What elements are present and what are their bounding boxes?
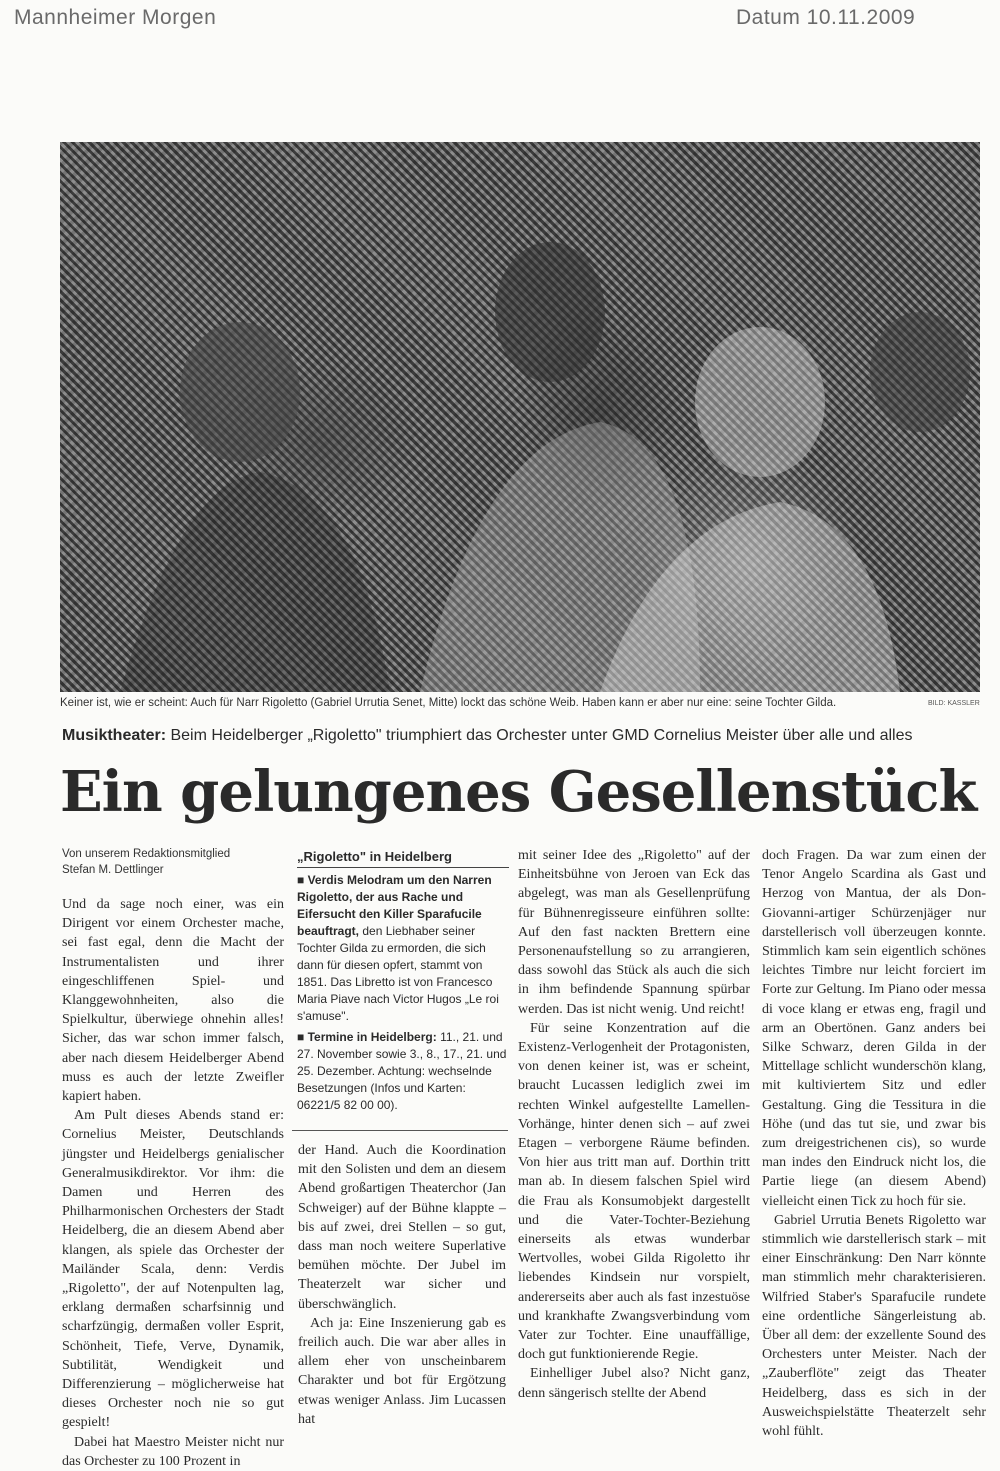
info-box-bold: Termine in Heidelberg: [307, 1030, 437, 1044]
paragraph: Dabei hat Maestro Meister nicht nur das Orchester zu 100 Prozent in [62, 1434, 284, 1469]
kicker-label: Musiktheater: [62, 727, 167, 744]
paragraph: Am Pult dieses Abends stand er: Cornelius Meister, Deutschlands jüngster und Heidelbergs genialischer Generalmusikdirektor. Vor ihm: die Damen und Herren des Philharmonischen Orchesters der Stadt Heidelberg, die an diesem Abend aber klangen, als spiele das Orchester der Mailänder Scala, denn: Verdis „Rigoletto", der auf Notenpulten lag, erklang dermaßen scharfsinnig und scharfzüngig, dermaßen voller Esprit, Schönheit, Tiefe, Verve, Dynamik, Subtilität, Wendigkeit und Differenzierung – möglicherweise hat dieses Orchester noch nie so gut gespielt! [62, 1108, 284, 1431]
paragraph: Gabriel Urrutia Benets Rigoletto war stimmlich wie darstellerisch stark – mit einer Einschränkung: Den Narr könnte man stimmlich mehr charakterisieren. Wilfried Staber's Sparafucile rundete eine ordentliche Sängerleistung ab. Über all dem: der exzellente Sound des Orchesters unter Meister. Nach der „Zauberflöte" zeigt das Theater Heidelberg, dass es sich in der Ausweichspielstätte Theaterzelt sehr wohl fühlt. [762, 1212, 986, 1440]
photo-caption: Keiner ist, wie er scheint: Auch für Narr Rigoletto (Gabriel Urrutia Senet, Mitte) lockt das schöne Weib. Haben kann er aber nur eine: seine Tochter Gilda. [60, 697, 837, 709]
byline-line1: Von unserem Redaktionsmitglied [62, 848, 231, 860]
paragraph: Einhelliger Jubel also? Nicht ganz, denn sängerisch stellte der Abend [518, 1366, 750, 1401]
article-column-4 [762, 846, 986, 1441]
article-column-2 [298, 1141, 506, 1429]
paragraph: der Hand. Auch die Koordination mit den Solisten und dem an diesem Abend großartigen Theaterchor (Jan Schweiger) auf der Bühne klappte – bis auf zwei, drei Stellen – so gut, dass man noch weitere Superlative bemühen möchte. Der Jubel im Theaterzelt war sicher und überschwänglich. [298, 1143, 506, 1312]
info-box-bold: Verdis Melodram um den Narren Rigoletto, der aus Rache und Eifersucht den Killer Sparafucile beauftragt, [297, 873, 492, 938]
info-box-text: den Liebhaber seiner Tochter Gilda zu ermorden, die sich dann für diesen opfert, stammt von 1851. Das Libretto ist von Francesco Maria Piave nach Victor Hugos „Le roi s'amuse". [297, 924, 499, 1023]
article-photo [60, 142, 980, 692]
article-column-3 [518, 846, 750, 1403]
newspaper-name: Mannheimer Morgen [14, 6, 217, 29]
article-date: Datum 10.11.2009 [736, 6, 916, 29]
paragraph: Ach ja: Eine Inszenierung gab es freilich auch. Die war aber alles in allem eher von unscheinbarem Charakter und bot für Ergötzung etwas weniger Anlass. Jim Lucassen hat [298, 1315, 506, 1427]
kicker [62, 727, 962, 745]
info-box [297, 848, 509, 1118]
info-box-paragraph: ■ Verdis Melodram um den Narren Rigoletto, der aus Rache und Eifersucht den Killer Sparafucile beauftragt, den Liebhaber seiner Tochter Gilda zu ermorden, die sich dann für diesen opfert, stammt von 1851. Das Libretto ist von Francesco Maria Piave nach Victor Hugos „Le roi s'amuse". [297, 873, 499, 1023]
byline [62, 846, 287, 878]
info-box-text: 11., 21. und 27. November sowie 3., 8., 17., 21. und 25. Dezember. Achtung: wechselnde Besetzungen (Infos und Karten: 06221/5 82 00 00). [297, 1030, 507, 1112]
paragraph: Und da sage noch einer, was ein Dirigent vor einem Orchester mache, sei fast egal, denn die Macht der Instrumentalisten und ihrer eingeschliffenen Spiel- und Klanggewohnheiten, also die Spielkultur, überwiege ohnehin alles! Sicher, das war schon immer falsch, aber nach diesem Heidelberger Abend muss es auch der letzte Zweifler kapiert haben. [62, 897, 284, 1105]
photo-credit: BILD: KASSLER [928, 700, 980, 707]
paragraph: Für seine Konzentration auf die Existenz-Verlogenheit der Protagonisten, von denen keiner ist, was er scheint, braucht Lucassen lediglich zwei im rechten Winkel aufgestellte Lamellen-Vorhänge, hinter denen sich – auf zwei Etagen – verborgene Räume befinden. Von hier aus tritt man auf. Dorthin tritt man ab. In diesem falschen Spiel wird die Frau als Konsumobjekt dargestellt und die Vater-Tochter-Beziehung einerseits als etwas wunderbar Wertvolles, wobei Gilda Rigoletto ihr liebendes Kindsein nur vorspielt, andererseits aber auch als fast inzestuöse und krankhafte Zwangsverbindung vom Vater zur Tochter. Eine unauffällige, doch gut funktionierende Regie. [518, 1020, 750, 1363]
headline: Ein gelungenes Gesellenstück [60, 759, 977, 825]
byline-author: Stefan M. Dettlinger [62, 864, 164, 876]
info-box-rule [292, 1130, 508, 1131]
info-box-paragraph: ■ Termine in Heidelberg: 11., 21. und 27. November sowie 3., 8., 17., 21. und 25. Dezember. Achtung: wechselnde Besetzungen (Infos und Karten: 06221/5 82 00 00). [297, 1030, 507, 1112]
kicker-text: Beim Heidelberger „Rigoletto" triumphiert das Orchester unter GMD Cornelius Meister über alle und alles [170, 727, 913, 744]
photo-figures-illustration [60, 142, 980, 692]
info-box-title: „Rigoletto" in Heidelberg [297, 848, 509, 868]
paragraph: mit seiner Idee des „Rigoletto" auf der Einheitsbühne von Jeroen van Eck das abgelegt, was man als Gesellenprüfung für Bühnenregisseure einführen sollte: Auf den fast nackten Brettern eine Personenaufstellung so zu arrangieren, dass sowohl das Stück als auch die sich in ihm befindende Spannung spürbar werden. Das ist nicht wenig. Und reicht! [518, 848, 750, 1017]
paragraph: doch Fragen. Da war zum einen der Tenor Angelo Scardina als Gast und Herzog von Mantua, der als Don-Giovanni-artiger Schürzenjäger nur darstellerisch voll überzeugen konnte. Stimmlich kam sein eigentlich schönes leichtes Timbre nur leicht forciert im Forte zur Geltung. Im Piano oder messa di voce klang er etwas eng, fragil und arm an Obertönen. Ganz anders bei Silke Schwarz, deren Gilda in der Mittellage schlicht wunderschön klang, mit kultiviertem Sitz und edler Gestaltung. Ging die Tessitura in die Höhe (und das tut sie, und zwar bis zum dreigestrichenen cis), so wurde man indes den Eindruck nicht los, die Partie liege (an diesem Abend) vielleicht einen Tick zu hoch für sie. [762, 848, 986, 1209]
article-column-1 [62, 895, 284, 1471]
